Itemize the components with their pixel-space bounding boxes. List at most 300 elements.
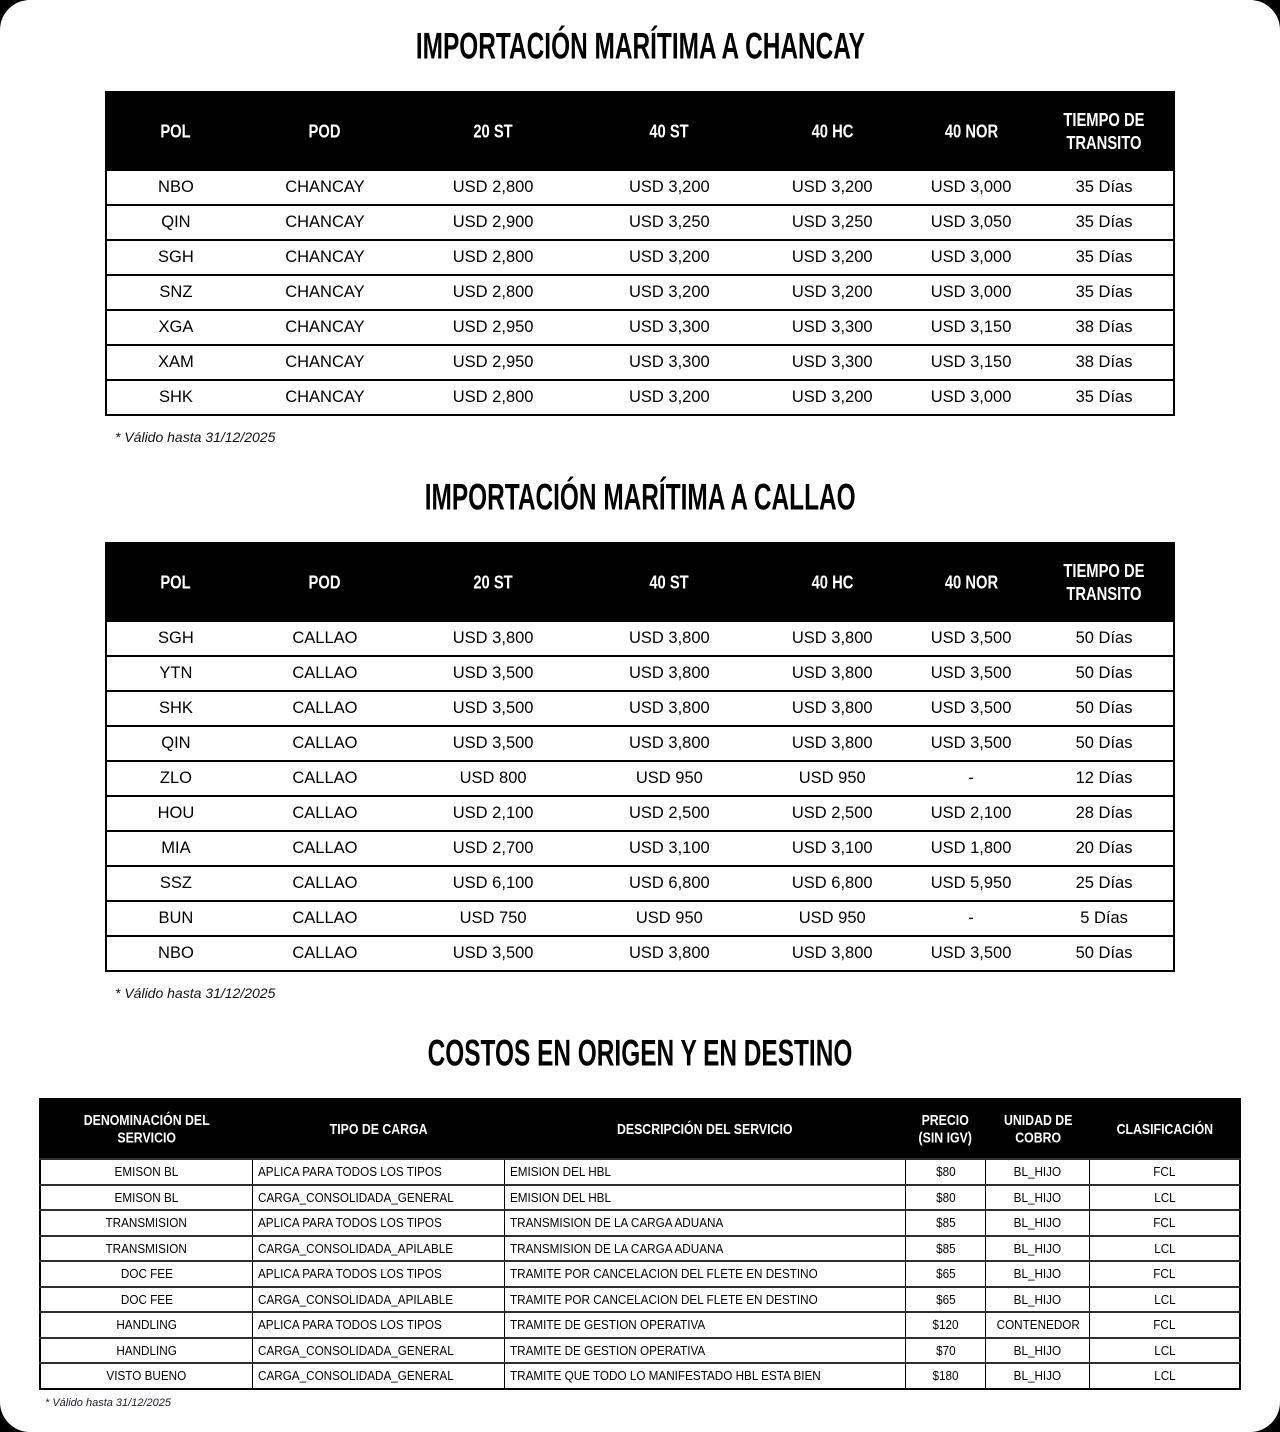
table-cell [252,1159,504,1185]
table-row [40,1287,1240,1313]
column-header [905,1099,985,1159]
table-cell [252,1236,504,1262]
table-cell-text: HOU [157,804,195,822]
table-cell-text: DOC FEE [120,1266,173,1282]
table-cell [40,1363,252,1389]
table-cell [1035,240,1174,275]
column-header-label: 40 NOR [944,120,998,142]
table-cell-text: BL_HIJO [1014,1189,1062,1205]
table-cell [907,866,1035,901]
table-cell-text: USD 750 [459,909,527,927]
table-cell-text: XAM [158,353,194,371]
table-cell [1090,1312,1240,1338]
table-cell-text: USD 2,800 [452,248,534,266]
table-cell [581,310,757,345]
table-row [106,275,1174,310]
table-cell [405,310,581,345]
table-cell [405,796,581,831]
table-cell [907,310,1035,345]
table-cell-text: $80 [935,1164,956,1180]
table-cell [405,656,581,691]
table-cell [40,1261,252,1287]
table-cell-text: 50 Días [1075,944,1133,962]
table-cell [245,726,405,761]
table-cell [757,761,907,796]
table-cell [757,170,907,205]
table-cell [106,866,245,901]
column-header [245,543,405,621]
section-importacion-callao [0,475,1280,1001]
table-cell-text: USD 3,250 [628,213,710,231]
table-cell [405,240,581,275]
table-cell-text: USD 1,800 [930,839,1012,857]
table-cell-text: USD 3,250 [791,213,873,231]
table-cell [252,1363,504,1389]
section-title-callao [0,475,1280,518]
table-cell-text: EMISON BL [114,1164,179,1180]
column-header [40,1099,252,1159]
table-cell [106,170,245,205]
table-cell [907,726,1035,761]
table-cell [106,380,245,415]
table-cell-text: USD 3,200 [791,388,873,406]
table-cell [757,656,907,691]
table-cell [1035,901,1174,936]
table-cell-text: USD 6,100 [452,874,534,892]
table-cell-text: USD 950 [635,769,703,787]
table-cell [1090,1261,1240,1287]
table-cell-text: APLICA PARA TODOS LOS TIPOS [257,1266,442,1282]
column-header [581,543,757,621]
table-cell [905,1312,985,1338]
table-cell [1090,1363,1240,1389]
table-cell-text: LCL [1153,1368,1176,1384]
table-cell-text: USD 3,500 [452,699,534,717]
table-cell [1090,1185,1240,1211]
table-cell-text: $70 [935,1342,956,1358]
table-cell-text: USD 2,500 [791,804,873,822]
table-cell-text: SHK [158,699,193,717]
table-cell [905,1287,985,1313]
table-cell-text: USD 3,500 [452,664,534,682]
table-cell-text: TRAMITE POR CANCELACION DEL FLETE EN DESTINO [509,1291,818,1307]
table-row [40,1236,1240,1262]
table-cell-text: CALLAO [292,874,358,892]
table-cell [1035,936,1174,971]
table-cell-text: USD 2,500 [628,804,710,822]
table-cell [986,1210,1090,1236]
table-cell [106,621,245,656]
table-cell [581,345,757,380]
table-cell-text: BL_HIJO [1014,1291,1062,1307]
column-header [405,543,581,621]
table-cell-text: CALLAO [292,699,358,717]
table-cell [1035,310,1174,345]
table-cell [405,345,581,380]
column-header-label: 20 ST [473,571,513,593]
table-cell [757,831,907,866]
section-costos-origen-destino [0,1031,1280,1409]
column-header-label: 20 ST [473,120,513,142]
table-cell [986,1236,1090,1262]
table-cell-text: USD 3,300 [791,353,873,371]
table-cell-text: NBO [158,944,194,962]
table-cell-text: SGH [158,629,194,647]
table-cell-text: 28 Días [1075,804,1133,822]
table-cell-text: USD 3,100 [628,839,710,857]
table-cell [581,380,757,415]
table-cell-text: - [968,769,974,787]
table-cell-text: USD 3,200 [628,178,710,196]
column-header-label: 40 HC [811,120,854,142]
table-cell-text: EMISION DEL HBL [509,1164,611,1180]
table-cell [106,205,245,240]
table-cell [986,1261,1090,1287]
column-header [757,92,907,170]
table-cell [106,761,245,796]
table-row [106,901,1174,936]
column-header [106,543,245,621]
table-cell-text: BL_HIJO [1014,1342,1062,1358]
column-header-label: TIEMPO DE TRANSITO [1063,559,1145,605]
table-cell [405,831,581,866]
table-cell-text: USD 3,200 [628,248,710,266]
table-cell-text: USD 3,300 [628,353,710,371]
table-cell [907,796,1035,831]
table-cell-text: ZLO [159,769,192,787]
table-cell-text: VISTO BUENO [106,1368,187,1384]
column-header [252,1099,504,1159]
column-header-label: 40 NOR [944,571,998,593]
table-cell-text: USD 3,800 [791,629,873,647]
table-cell [245,170,405,205]
table-cell-text: CHANCAY [285,178,365,196]
table-cell-text: $65 [935,1291,956,1307]
costs-table [39,1098,1241,1390]
table-cell-text: CONTENEDOR [996,1317,1080,1333]
table-cell [245,240,405,275]
table-cell [106,656,245,691]
table-cell [106,726,245,761]
table-cell-text: SGH [158,248,194,266]
table-cell [581,275,757,310]
table-cell [581,691,757,726]
table-cell [405,936,581,971]
table-cell [581,866,757,901]
table-cell-text: USD 3,200 [791,178,873,196]
table-cell-text: QIN [161,734,191,752]
table-cell [986,1185,1090,1211]
section-title-costos [0,1031,1280,1074]
table-cell [106,936,245,971]
table-cell [581,656,757,691]
table-cell [504,1261,905,1287]
table-cell-text: USD 950 [798,769,866,787]
table-cell-text: USD 3,150 [930,318,1012,336]
header-row [40,1099,1240,1159]
section-title-text: IMPORTACIÓN MARÍTIMA A CHANCAY [415,24,865,67]
table-cell-text: 50 Días [1075,664,1133,682]
section-importacion-chancay [0,0,1280,445]
table-cell [245,275,405,310]
column-header-label: POD [308,120,341,142]
table-row [40,1210,1240,1236]
table-row [106,240,1174,275]
table-row [106,205,1174,240]
table-cell-text: TRAMITE DE GESTION OPERATIVA [509,1317,706,1333]
validity-note: * Válido hasta 31/12/2025 [115,985,276,1001]
table-cell-text: EMISION DEL HBL [509,1189,611,1205]
table-cell [40,1312,252,1338]
table-cell [986,1287,1090,1313]
table-cell [245,796,405,831]
table-cell [106,691,245,726]
column-header [405,92,581,170]
table-cell-text: USD 950 [635,909,703,927]
table-cell [907,621,1035,656]
table-row [106,726,1174,761]
table-cell [40,1236,252,1262]
table-cell [986,1363,1090,1389]
table-cell-text: USD 6,800 [628,874,710,892]
table-cell-text: USD 3,100 [791,839,873,857]
table-cell-text: 35 Días [1075,388,1133,406]
table-cell-text: CARGA_CONSOLIDADA_APILABLE [257,1291,453,1307]
table-cell [581,170,757,205]
table-cell [40,1287,252,1313]
table-row [40,1159,1240,1185]
table-cell-text: CHANCAY [285,318,365,336]
table-row [40,1363,1240,1389]
table-cell-text: CHANCAY [285,388,365,406]
table-cell [245,656,405,691]
table-cell-text: USD 3,000 [930,178,1012,196]
table-cell-text: 38 Días [1075,318,1133,336]
table-cell [905,1210,985,1236]
table-cell [106,796,245,831]
column-header-label: PRECIO (SIN IGV) [918,1111,973,1146]
table-cell [245,691,405,726]
table-cell [905,1236,985,1262]
table-cell [245,380,405,415]
table-cell-text: TRAMITE DE GESTION OPERATIVA [509,1342,706,1358]
table-cell [581,240,757,275]
table-row [106,866,1174,901]
table-cell [40,1185,252,1211]
table-cell-text: TRANSMISION [105,1240,188,1256]
table-cell [1035,380,1174,415]
table-cell [245,621,405,656]
table-cell-text: USD 3,150 [930,353,1012,371]
table-cell [405,275,581,310]
table-cell [405,726,581,761]
table-cell-text: SNZ [159,283,193,301]
table-cell-text: APLICA PARA TODOS LOS TIPOS [257,1164,442,1180]
callao-rates-table [105,542,1175,972]
table-cell-text: CARGA_CONSOLIDADA_GENERAL [257,1189,454,1205]
table-cell-text: $85 [935,1240,956,1256]
table-cell [905,1363,985,1389]
table-row [106,691,1174,726]
table-cell-text: USD 3,800 [791,664,873,682]
table-cell [907,936,1035,971]
table-cell [245,310,405,345]
table-cell-text: TRAMITE QUE TODO LO MANIFESTADO HBL ESTA BIEN [509,1368,821,1384]
validity-note: * Válido hasta 31/12/2025 [115,429,276,445]
section-title-chancay [0,0,1280,65]
table-cell [405,205,581,240]
table-cell-text: USD 2,800 [452,283,534,301]
table-cell-text: 35 Días [1075,213,1133,231]
table-cell-text: LCL [1153,1291,1176,1307]
table-cell [106,310,245,345]
table-cell-text: USD 2,950 [452,318,534,336]
table-cell-text: 50 Días [1075,699,1133,717]
table-cell-text: BUN [158,909,194,927]
table-cell-text: LCL [1153,1189,1176,1205]
validity-note: * Válido hasta 31/12/2025 [45,1396,171,1409]
table-cell-text: FCL [1153,1215,1176,1231]
table-cell [757,691,907,726]
table-cell-text: YTN [159,664,193,682]
table-cell-text: 25 Días [1075,874,1133,892]
table-cell-text: USD 3,300 [628,318,710,336]
table-row [40,1312,1240,1338]
table-cell [907,170,1035,205]
table-cell [1035,691,1174,726]
table-cell [1090,1236,1240,1262]
table-cell-text: CARGA_CONSOLIDADA_APILABLE [257,1240,453,1256]
table-cell [1035,761,1174,796]
table-cell-text: SSZ [159,874,192,892]
table-cell [252,1287,504,1313]
table-cell [986,1338,1090,1364]
table-cell-text: USD 6,800 [791,874,873,892]
table-cell [581,936,757,971]
table-cell [106,831,245,866]
table-cell [405,170,581,205]
table-cell-text: BL_HIJO [1014,1266,1062,1282]
table-cell-text: CALLAO [292,944,358,962]
table-cell [1090,1159,1240,1185]
table-cell-text: 20 Días [1075,839,1133,857]
table-cell [1035,621,1174,656]
table-cell-text: $65 [935,1266,956,1282]
column-header-label: 40 ST [649,571,690,593]
table-cell-text: USD 2,950 [452,353,534,371]
table-cell [581,901,757,936]
table-cell [757,240,907,275]
table-cell-text: $80 [935,1189,956,1205]
table-cell-text: USD 3,200 [628,388,710,406]
table-cell-text: APLICA PARA TODOS LOS TIPOS [257,1215,442,1231]
table-cell-text: 35 Días [1075,248,1133,266]
table-row [106,170,1174,205]
table-cell [986,1312,1090,1338]
table-cell [405,866,581,901]
table-cell [757,205,907,240]
table-cell [907,761,1035,796]
table-cell-text: CALLAO [292,664,358,682]
table-cell-text: HANDLING [116,1317,177,1333]
table-cell-text: USD 3,800 [628,664,710,682]
table-cell-text: USD 2,700 [452,839,534,857]
table-cell-text: CHANCAY [285,248,365,266]
table-cell-text: 35 Días [1075,283,1133,301]
column-header [757,543,907,621]
table-cell-text: USD 3,500 [452,944,534,962]
table-cell [245,901,405,936]
table-cell [106,901,245,936]
table-cell [907,345,1035,380]
table-cell [245,345,405,380]
table-cell-text: USD 3,000 [930,283,1012,301]
column-header-label: TIEMPO DE TRANSITO [1063,108,1145,154]
column-header [245,92,405,170]
column-header-label: POD [308,571,341,593]
table-cell [106,275,245,310]
table-cell [757,621,907,656]
table-cell-text: USD 3,800 [791,734,873,752]
table-row [106,621,1174,656]
table-cell [504,1210,905,1236]
table-cell [504,1185,905,1211]
table-row [40,1338,1240,1364]
table-cell [581,761,757,796]
table-cell [581,831,757,866]
table-cell-text: TRANSMISION [105,1215,188,1231]
table-cell [581,205,757,240]
table-cell-text: $120 [932,1317,959,1333]
table-cell-text: TRANSMISION DE LA CARGA ADUANA [509,1215,724,1231]
table-cell-text: USD 3,800 [452,629,534,647]
table-cell [1035,275,1174,310]
table-cell-text: USD 3,800 [628,629,710,647]
table-cell-text: USD 3,500 [452,734,534,752]
table-cell [504,1338,905,1364]
table-cell-text: USD 3,500 [930,944,1012,962]
table-cell [986,1159,1090,1185]
table-cell [245,936,405,971]
table-cell [252,1312,504,1338]
table-cell [504,1287,905,1313]
table-cell [905,1261,985,1287]
table-cell [252,1185,504,1211]
column-header [504,1099,905,1159]
section-title-text: IMPORTACIÓN MARÍTIMA A CALLAO [424,475,856,518]
table-cell [245,205,405,240]
table-cell-text: BL_HIJO [1014,1164,1062,1180]
table-cell [581,796,757,831]
table-cell [1035,726,1174,761]
table-cell [905,1185,985,1211]
table-cell [405,761,581,796]
table-row [106,345,1174,380]
table-cell-text: $85 [935,1215,956,1231]
table-cell-text: 12 Días [1075,769,1133,787]
column-header [1090,1099,1240,1159]
table-cell-text: TRAMITE POR CANCELACION DEL FLETE EN DESTINO [509,1266,818,1282]
table-cell-text: CARGA_CONSOLIDADA_GENERAL [257,1342,454,1358]
table-cell-text: USD 3,800 [791,699,873,717]
table-row [106,761,1174,796]
column-header-label: 40 HC [811,571,854,593]
table-cell [905,1338,985,1364]
table-cell-text: BL_HIJO [1014,1240,1062,1256]
column-header-label: 40 ST [649,120,690,142]
table-cell-text: USD 3,200 [628,283,710,301]
table-cell [504,1312,905,1338]
